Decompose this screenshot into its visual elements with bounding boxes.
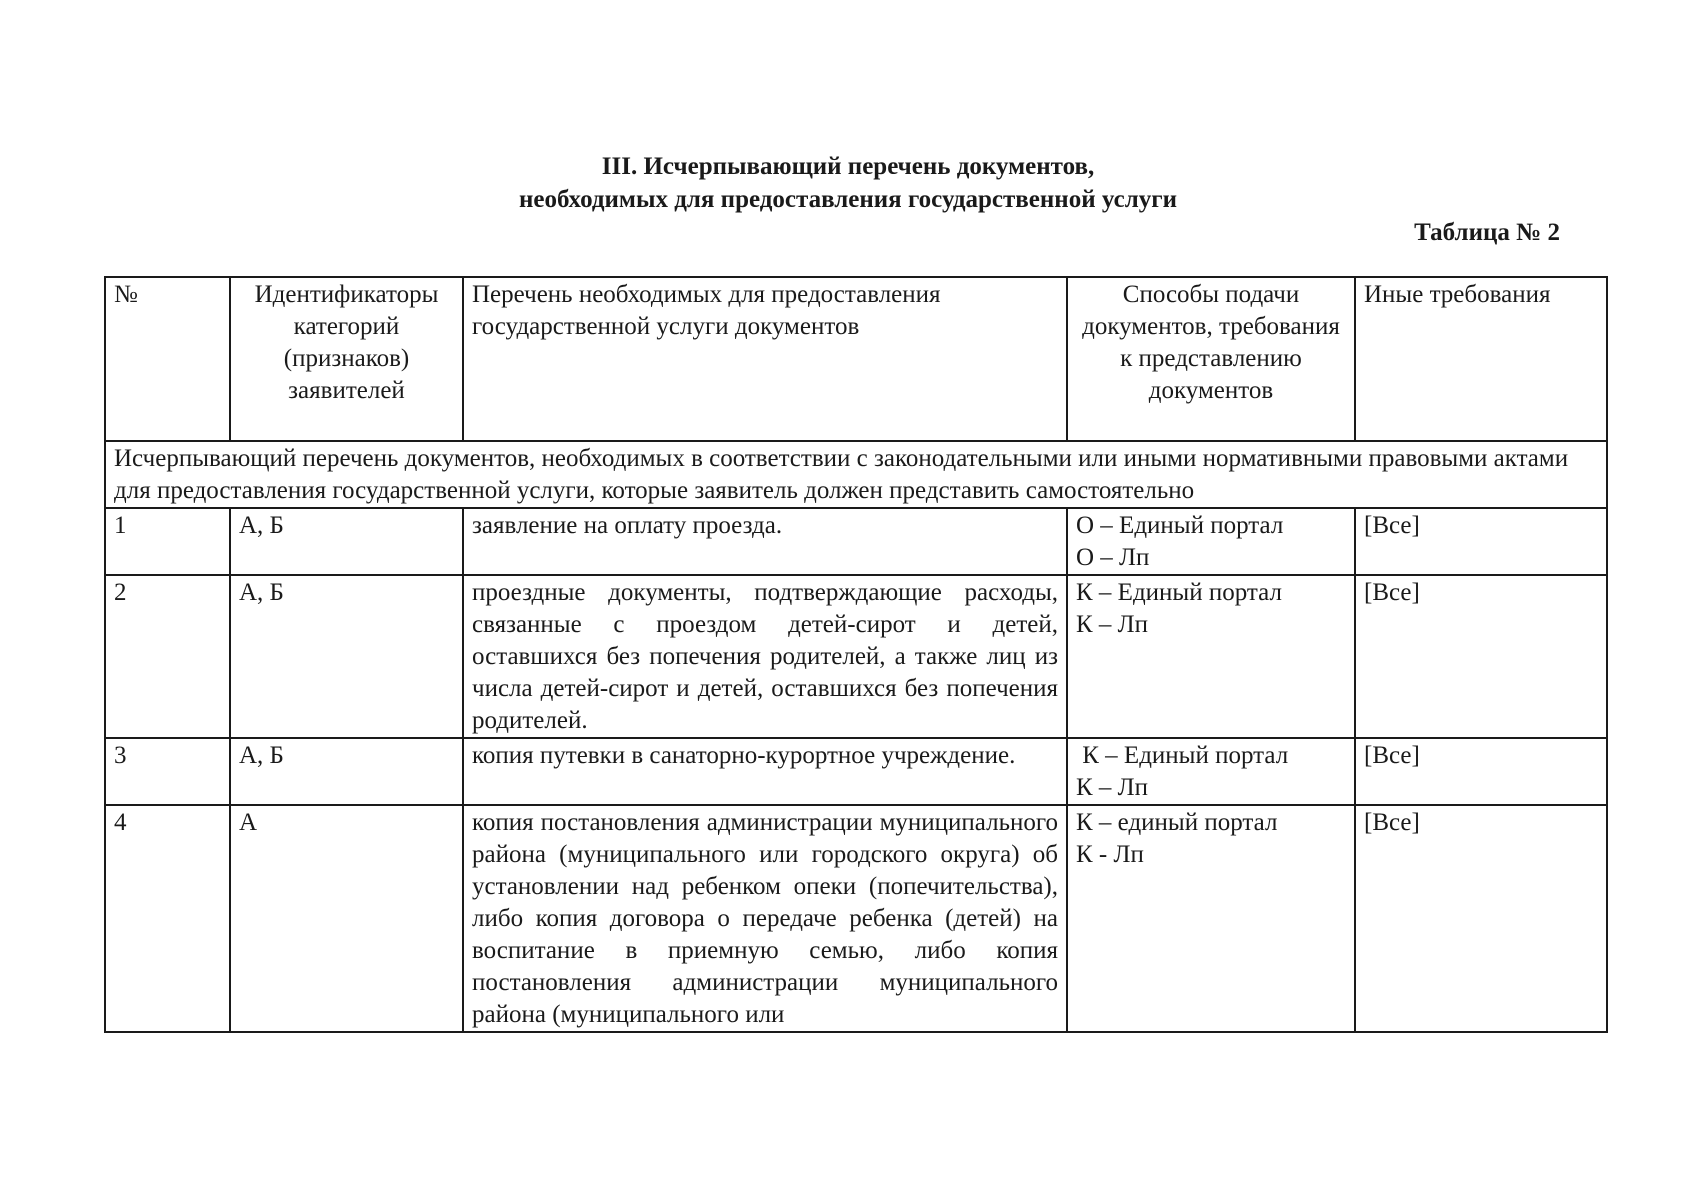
row-methods	[1067, 508, 1355, 575]
row-number: 1	[105, 508, 230, 575]
method-line: О – Лп	[1076, 544, 1150, 571]
method-line: К – Единый портал	[1076, 579, 1282, 606]
section-row	[105, 441, 1607, 508]
row-document: проездные документы, подтверждающие расходы, связанные с проездом детей-сирот и детей, оставшихся без попечения родителей, а также лиц из числа детей-сирот и детей, оставшихся без попечения родителей.	[463, 575, 1067, 738]
method-line: К – Лп	[1076, 774, 1149, 801]
row-categories: А, Б	[230, 575, 463, 738]
header-categories: Идентификаторы категорий (признаков) заявителей	[230, 277, 463, 441]
header-methods: Способы подачи документов, требования к представлению документов	[1067, 277, 1355, 441]
row-document: копия постановления администрации муниципального района (муниципального или городского округа) об установлении над ребенком опеки (попечительства), либо копия договора о передаче ребенка (детей) на воспитание в приемную семью, либо копия постановления администрации муниципального района (муниципального или	[463, 805, 1067, 1032]
table-row	[105, 805, 1607, 1032]
method-line: К – Единый портал	[1076, 742, 1289, 769]
table-row	[105, 508, 1607, 575]
document-title	[0, 150, 1696, 216]
header-documents: Перечень необходимых для предоставления государственной услуги документов	[463, 277, 1067, 441]
row-other: [Все]	[1355, 738, 1607, 805]
header-other: Иные требования	[1355, 277, 1607, 441]
table-label: Таблица № 2	[1414, 219, 1560, 246]
header-number: №	[105, 277, 230, 441]
row-number: 4	[105, 805, 230, 1032]
method-line: К – Лп	[1076, 611, 1149, 638]
title-line-1: III. Исчерпывающий перечень документов,	[601, 153, 1095, 180]
row-categories: А, Б	[230, 508, 463, 575]
table-header-row	[105, 277, 1607, 441]
row-other: [Все]	[1355, 508, 1607, 575]
section-heading: Исчерпывающий перечень документов, необходимых в соответствии с законодательными или иными нормативными правовыми актами для предоставления государственной услуги, которые заявитель должен представить самостоятельно	[105, 441, 1607, 508]
row-document: заявление на оплату проезда.	[463, 508, 1067, 575]
row-categories: А, Б	[230, 738, 463, 805]
table-row	[105, 738, 1607, 805]
title-line-2: необходимых для предоставления государственной услуги	[519, 186, 1177, 213]
row-number: 3	[105, 738, 230, 805]
row-other: [Все]	[1355, 805, 1607, 1032]
row-methods	[1067, 575, 1355, 738]
method-line: К – единый портал	[1076, 809, 1278, 836]
documents-table	[104, 276, 1608, 1033]
row-document: копия путевки в санаторно-курортное учреждение.	[463, 738, 1067, 805]
row-methods	[1067, 738, 1355, 805]
row-methods	[1067, 805, 1355, 1032]
row-number: 2	[105, 575, 230, 738]
row-categories: А	[230, 805, 463, 1032]
row-other: [Все]	[1355, 575, 1607, 738]
table-row	[105, 575, 1607, 738]
method-line: К - Лп	[1076, 841, 1144, 868]
method-line: О – Единый портал	[1076, 512, 1284, 539]
